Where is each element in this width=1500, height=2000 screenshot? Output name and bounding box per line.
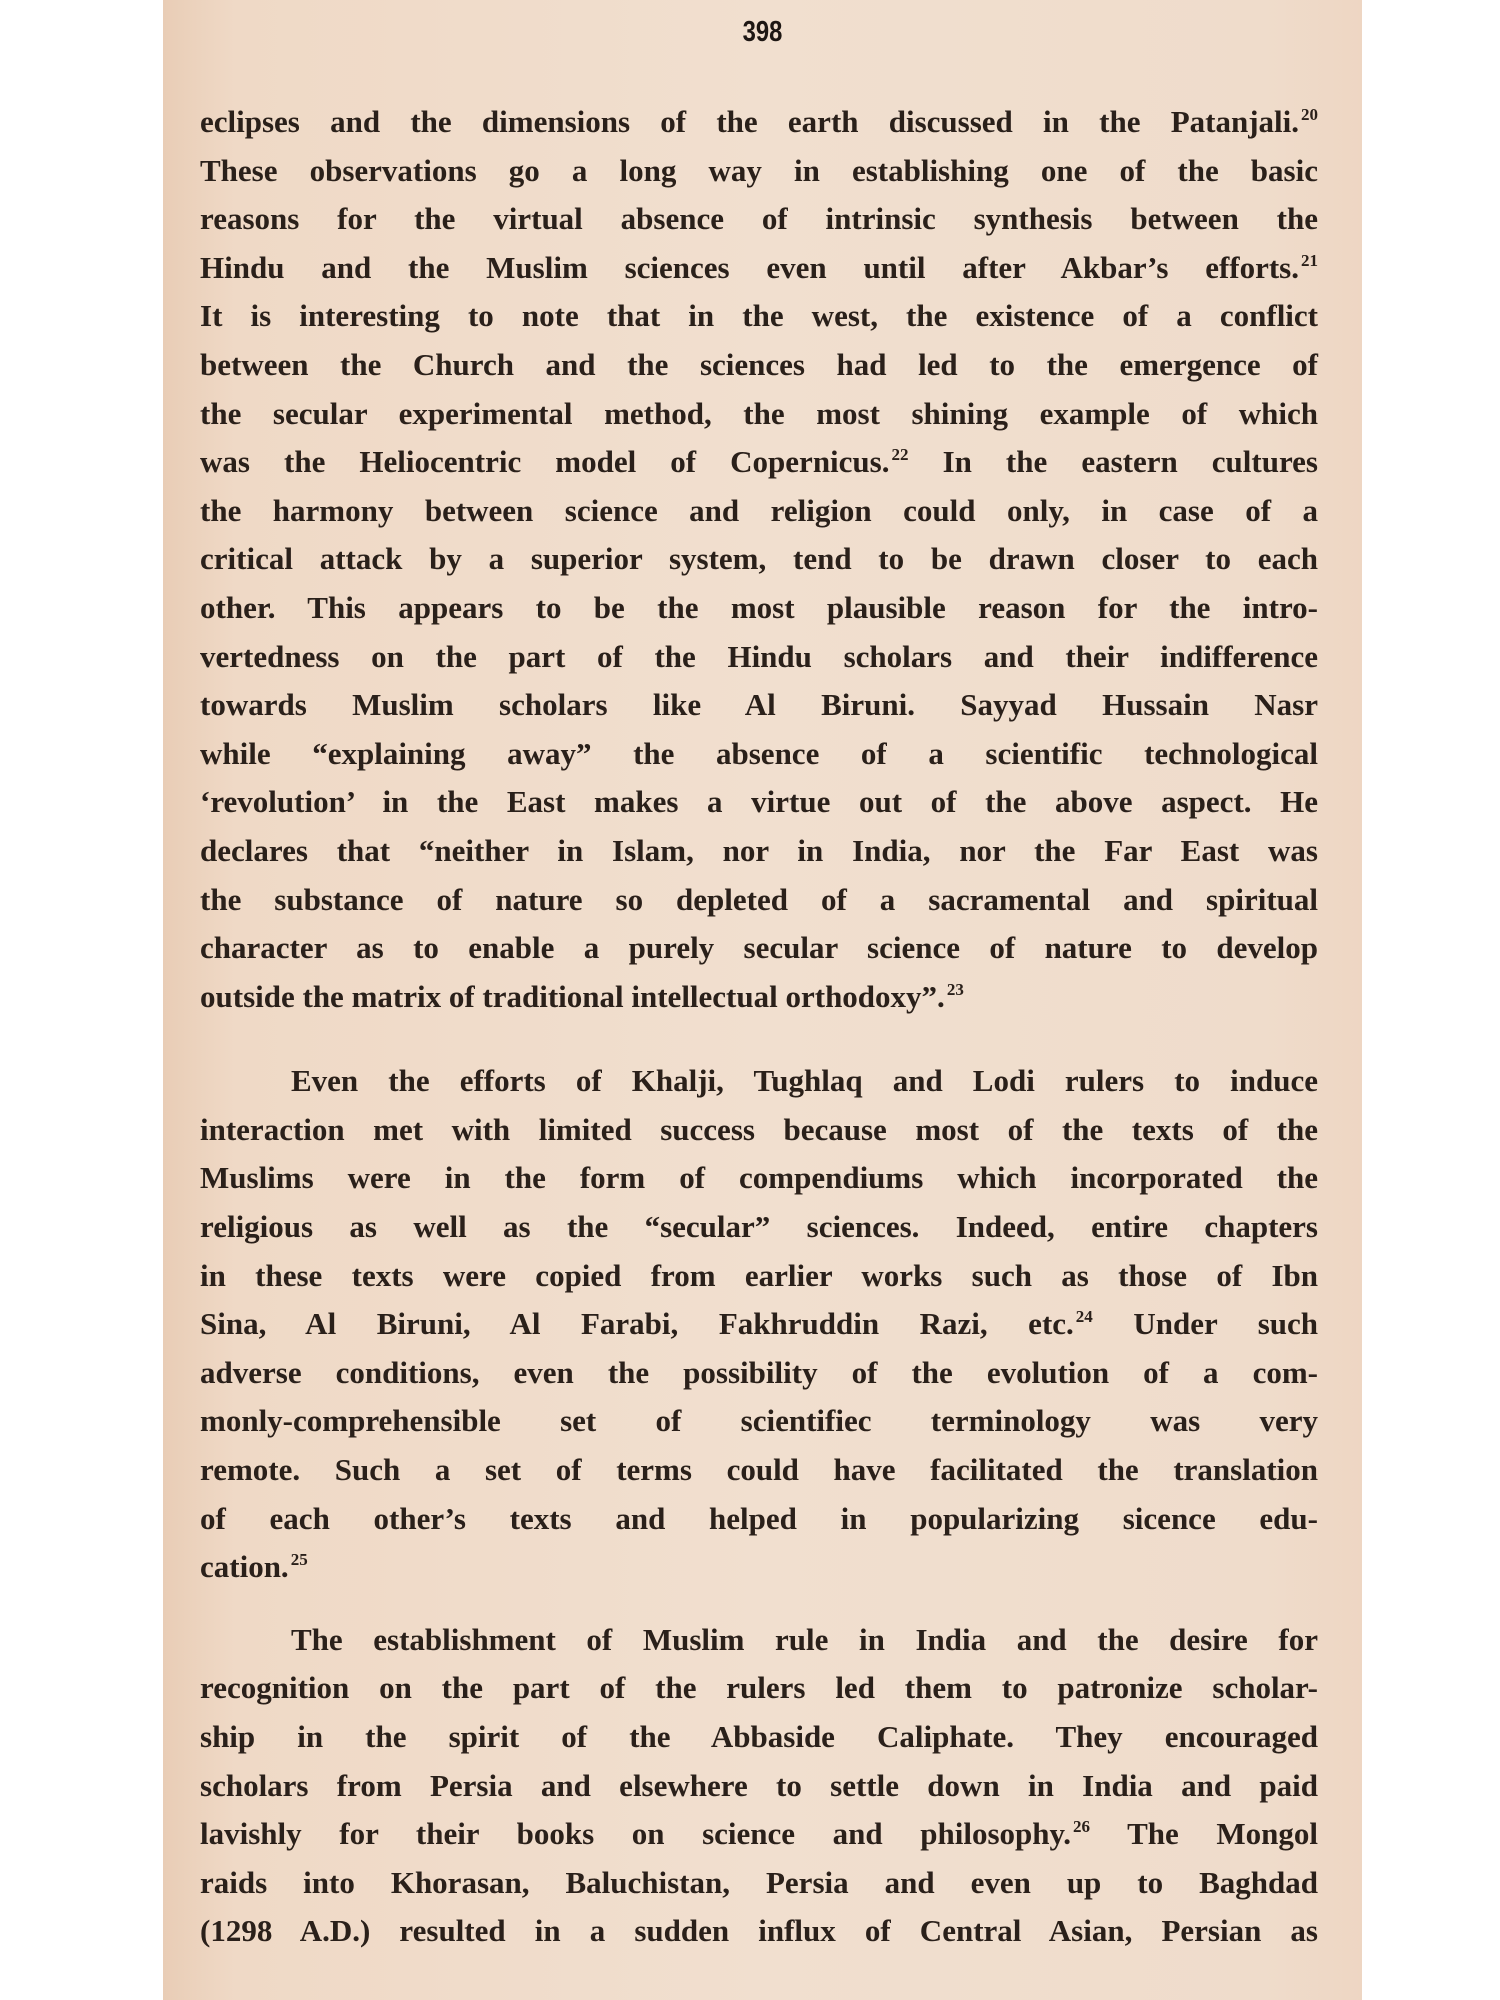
line-text: of each other’s texts and helped in popularizing sicence edu- [200,1500,1318,1536]
footnote-marker: 23 [946,979,964,999]
text-line [200,292,1318,341]
text-line [200,730,1318,779]
line-text: These observations go a long way in establishing one of the basic [200,152,1318,188]
text-line [200,1446,1318,1495]
line-text: critical attack by a superior system, tend to be drawn closer to each [200,541,1318,577]
text-line [200,244,1318,293]
line-text: In the eastern cultures [908,444,1318,480]
footnote-marker: 24 [1075,1307,1093,1327]
line-text: other. This appears to be the most plausible reason for the intro- [200,589,1318,625]
text-line [200,487,1318,536]
text-line [200,1057,1318,1106]
text-line [200,195,1318,244]
text-line [200,1543,1318,1592]
text-line [200,147,1318,196]
line-text: towards Muslim scholars like Al Biruni. Sayyad Hussain Nasr [200,687,1318,723]
text-line [200,681,1318,730]
line-text: raids into Khorasan, Baluchistan, Persia and even up to Baghdad [200,1864,1318,1900]
paragraph [200,1057,1318,1592]
line-text: outside the matrix of traditional intellectual orthodoxy”. [200,978,945,1014]
line-text: remote. Such a set of terms could have facilitated the translation [200,1452,1318,1488]
text-line [200,98,1318,147]
line-text: the secular experimental method, the most shining example of which [200,395,1318,431]
text-line [200,1907,1318,1956]
line-text: the substance of nature so depleted of a sacramental and spiritual [200,881,1318,917]
text-line [200,924,1318,973]
line-text: in these texts were copied from earlier works such as those of Ibn [200,1257,1318,1293]
line-text: Even the efforts of Khalji, Tughlaq and Lodi rulers to induce [291,1063,1318,1099]
line-text: Sina, Al Biruni, Al Farabi, Fakhruddin Razi, etc. [200,1306,1074,1342]
text-line [200,876,1318,925]
text-line [200,973,1318,1022]
book-page [163,0,1362,2000]
text-line [200,438,1318,487]
text-line [200,341,1318,390]
footnote-marker: 25 [290,1550,308,1570]
footnote-marker: 22 [891,445,909,465]
line-text: was the Heliocentric model of Copernicus. [200,444,890,480]
text-line [200,1495,1318,1544]
line-text: It is interesting to note that in the west, the existence of a conflict [200,298,1318,334]
body-text [200,98,1318,1956]
line-text: adverse conditions, even the possibility of the evolution of a com- [200,1354,1318,1390]
text-line [200,1397,1318,1446]
text-line [200,827,1318,876]
text-line [200,1349,1318,1398]
text-line [200,1106,1318,1155]
line-text: character as to enable a purely secular science of nature to develop [200,930,1318,966]
line-text: (1298 A.D.) resulted in a sudden influx of Central Asian, Persian as [200,1913,1318,1949]
line-text: vertedness on the part of the Hindu scholars and their indifference [200,638,1318,674]
footnote-marker: 26 [1073,1817,1091,1837]
line-text: The establishment of Muslim rule in India and the desire for [291,1621,1318,1657]
text-line [200,1252,1318,1301]
line-text: cation. [200,1549,289,1585]
text-line [200,1203,1318,1252]
line-text: the harmony between science and religion could only, in case of a [200,492,1318,528]
line-text: The Mongol [1090,1816,1318,1852]
line-text: Hindu and the Muslim sciences even until after Akbar’s efforts. [200,249,1299,285]
line-text: eclipses and the dimensions of the earth discussed in the Patanjali. [200,104,1299,139]
text-line [200,535,1318,584]
text-line [200,390,1318,439]
page-number: 398 [742,16,783,48]
line-text: declares that “neither in Islam, nor in India, nor the Far East was [200,832,1318,868]
line-text: ship in the spirit of the Abbaside Caliphate. They encouraged [200,1719,1318,1754]
text-line [200,1616,1318,1665]
text-line [200,1300,1318,1349]
line-text: recognition on the part of the rulers led them to patronize scholar- [200,1670,1318,1706]
text-line [200,633,1318,682]
line-text: religious as well as the “secular” sciences. Indeed, entire chapters [200,1209,1318,1245]
footnote-marker: 20 [1301,105,1318,124]
text-line [200,1664,1318,1713]
text-line [200,584,1318,633]
line-text: interaction met with limited success because most of the texts of the [200,1111,1318,1147]
line-text: while “explaining away” the absence of a scientific technological [200,735,1318,771]
line-text: Muslims were in the form of compendiums which incorporated the [200,1160,1318,1196]
line-text: ‘revolution’ in the East makes a virtue out of the above aspect. He [200,784,1318,820]
line-text: lavishly for their books on science and philosophy. [200,1816,1072,1852]
line-text: scholars from Persia and elsewhere to settle down in India and paid [200,1767,1318,1803]
text-line [200,1859,1318,1908]
text-line [200,1810,1318,1859]
paragraph [200,1616,1318,1956]
text-line [200,1713,1318,1762]
line-text: reasons for the virtual absence of intrinsic synthesis between the [200,201,1318,237]
text-line [200,1762,1318,1811]
line-text: Under such [1092,1306,1318,1342]
footnote-marker: 21 [1301,250,1318,270]
line-text: monly-comprehensible set of scientifiec terminology was very [200,1403,1318,1439]
line-text: between the Church and the sciences had led to the emergence of [200,346,1318,382]
text-line [200,778,1318,827]
text-line [200,1154,1318,1203]
paragraph [200,98,1318,1021]
